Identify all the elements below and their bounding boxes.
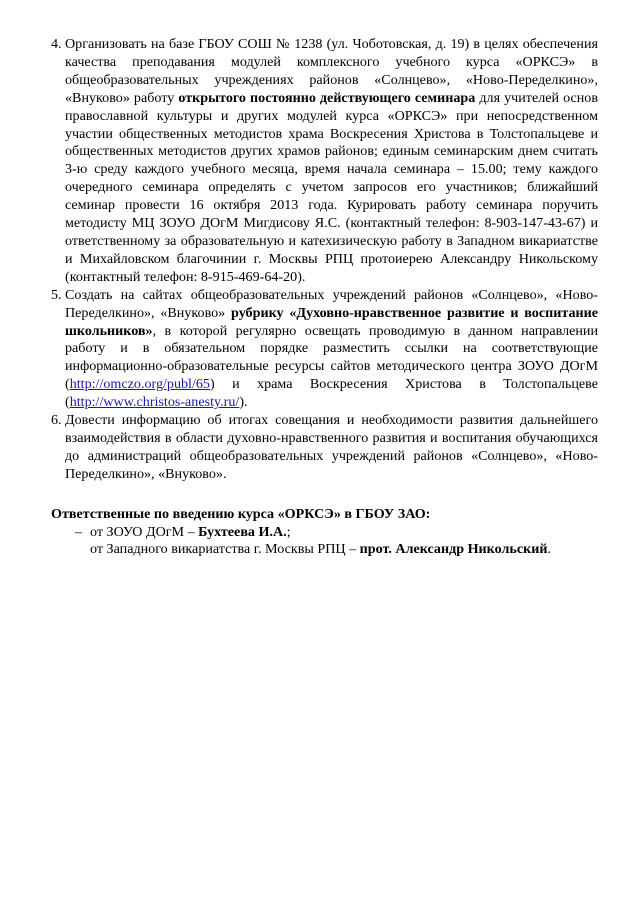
- item-text-segment: , в которой регулярно освещать проводимую в данном направлении работу и в обязательном порядке разместить ссылки на соответствующие информационно-образовательные ресурсы сайтов методического центра ЗОУО ДОгМ (: [65, 322, 598, 393]
- list-item: [51, 36, 598, 287]
- item-number: 4.: [51, 36, 62, 52]
- item-text: [65, 412, 598, 484]
- numbered-list: [51, 36, 598, 484]
- item-text-segment: Создать на сайтах общеобразовательных учреждений районов «Солнцево», «Ново-Переделкино», «Внуково»: [65, 286, 598, 321]
- item-text-segment: Довести информацию об итогах совещания и необходимости развития дальнейшего взаимодействия в области духовно-нравственного развития и воспитания обучающихся до администраций общеобразовательных учреждений районов «Солнцево», «Ново-Переделкино», «Внуково».: [65, 412, 598, 482]
- christos-anesty-link[interactable]: http://www.christos-anesty.ru/: [69, 394, 240, 411]
- emphasis-seminar: открытого постоянно действующего семинара: [178, 89, 476, 106]
- list-item: [51, 287, 598, 412]
- item-text: [65, 287, 598, 412]
- responsible-heading: Ответственные по введению курса «ОРКСЭ» в ГБОУ ЗАО:: [51, 505, 431, 522]
- responsible-prefix: от Западного викариатства г. Москвы РПЦ –: [90, 541, 360, 558]
- item-text-segment: ).: [239, 394, 248, 411]
- item-text-segment: Организовать на базе ГБОУ СОШ № 1238 (ул. Чоботовская, д. 19) в целях обеспечения качества преподавания модулей комплексного учебного курса «ОРКСЭ» в общеобразовательных учреждениях районов «Солнцево», «Ново-Переделкино», «Внуково» работу: [65, 36, 598, 106]
- item-number: 5.: [51, 286, 62, 303]
- responsible-suffix: .: [547, 541, 551, 558]
- emphasis-rubric: рубрику «Духовно-нравственное развитие и воспитание школьников»: [65, 304, 598, 339]
- responsible-name: прот. Александр Никольский: [359, 541, 548, 558]
- list-item: [51, 412, 598, 484]
- responsible-line: [51, 524, 598, 542]
- item-number: 6.: [51, 412, 62, 429]
- omczo-link[interactable]: http://omczo.org/publ/65: [69, 376, 210, 393]
- responsible-line: [51, 541, 598, 559]
- responsible-section: [51, 506, 598, 560]
- item-text-segment: для учителей основ православной культуры и других модулей курса «ОРКСЭ» при непосредственном участии общественных методистов храма Воскресения Христова в Толстопальцеве и общественных методистов других храмов районов; единым семинарским днем считать 3-ю среду каждого учебного месяца, время начала семинара – 15.00; тему каждого очередного семинара определять с учетом запросов его участников; ближайший семинар провести 16 октября 2013 года. Курировать работу семинара поручить методисту МЦ ЗОУО ДОгМ Мигдисову Я.С. (контактный телефон: 8-903-147-43-67) и ответственному за образовательную и катехизическую работу в Западном викариатстве и Михайловском благочинии г. Москвы РПЦ протоиерею Александру Никольскому (контактный телефон: 8-915-469-64-20).: [65, 89, 598, 285]
- responsible-suffix: ;: [286, 523, 291, 540]
- item-text-segment: ) и храма Воскресения Христова в Толстопальцеве (: [65, 376, 598, 411]
- dash-bullet: –: [75, 523, 83, 540]
- item-text: [65, 36, 598, 287]
- responsible-name: Бухтеева И.А.: [198, 523, 287, 540]
- responsible-prefix: от ЗОУО ДОгМ –: [90, 523, 199, 540]
